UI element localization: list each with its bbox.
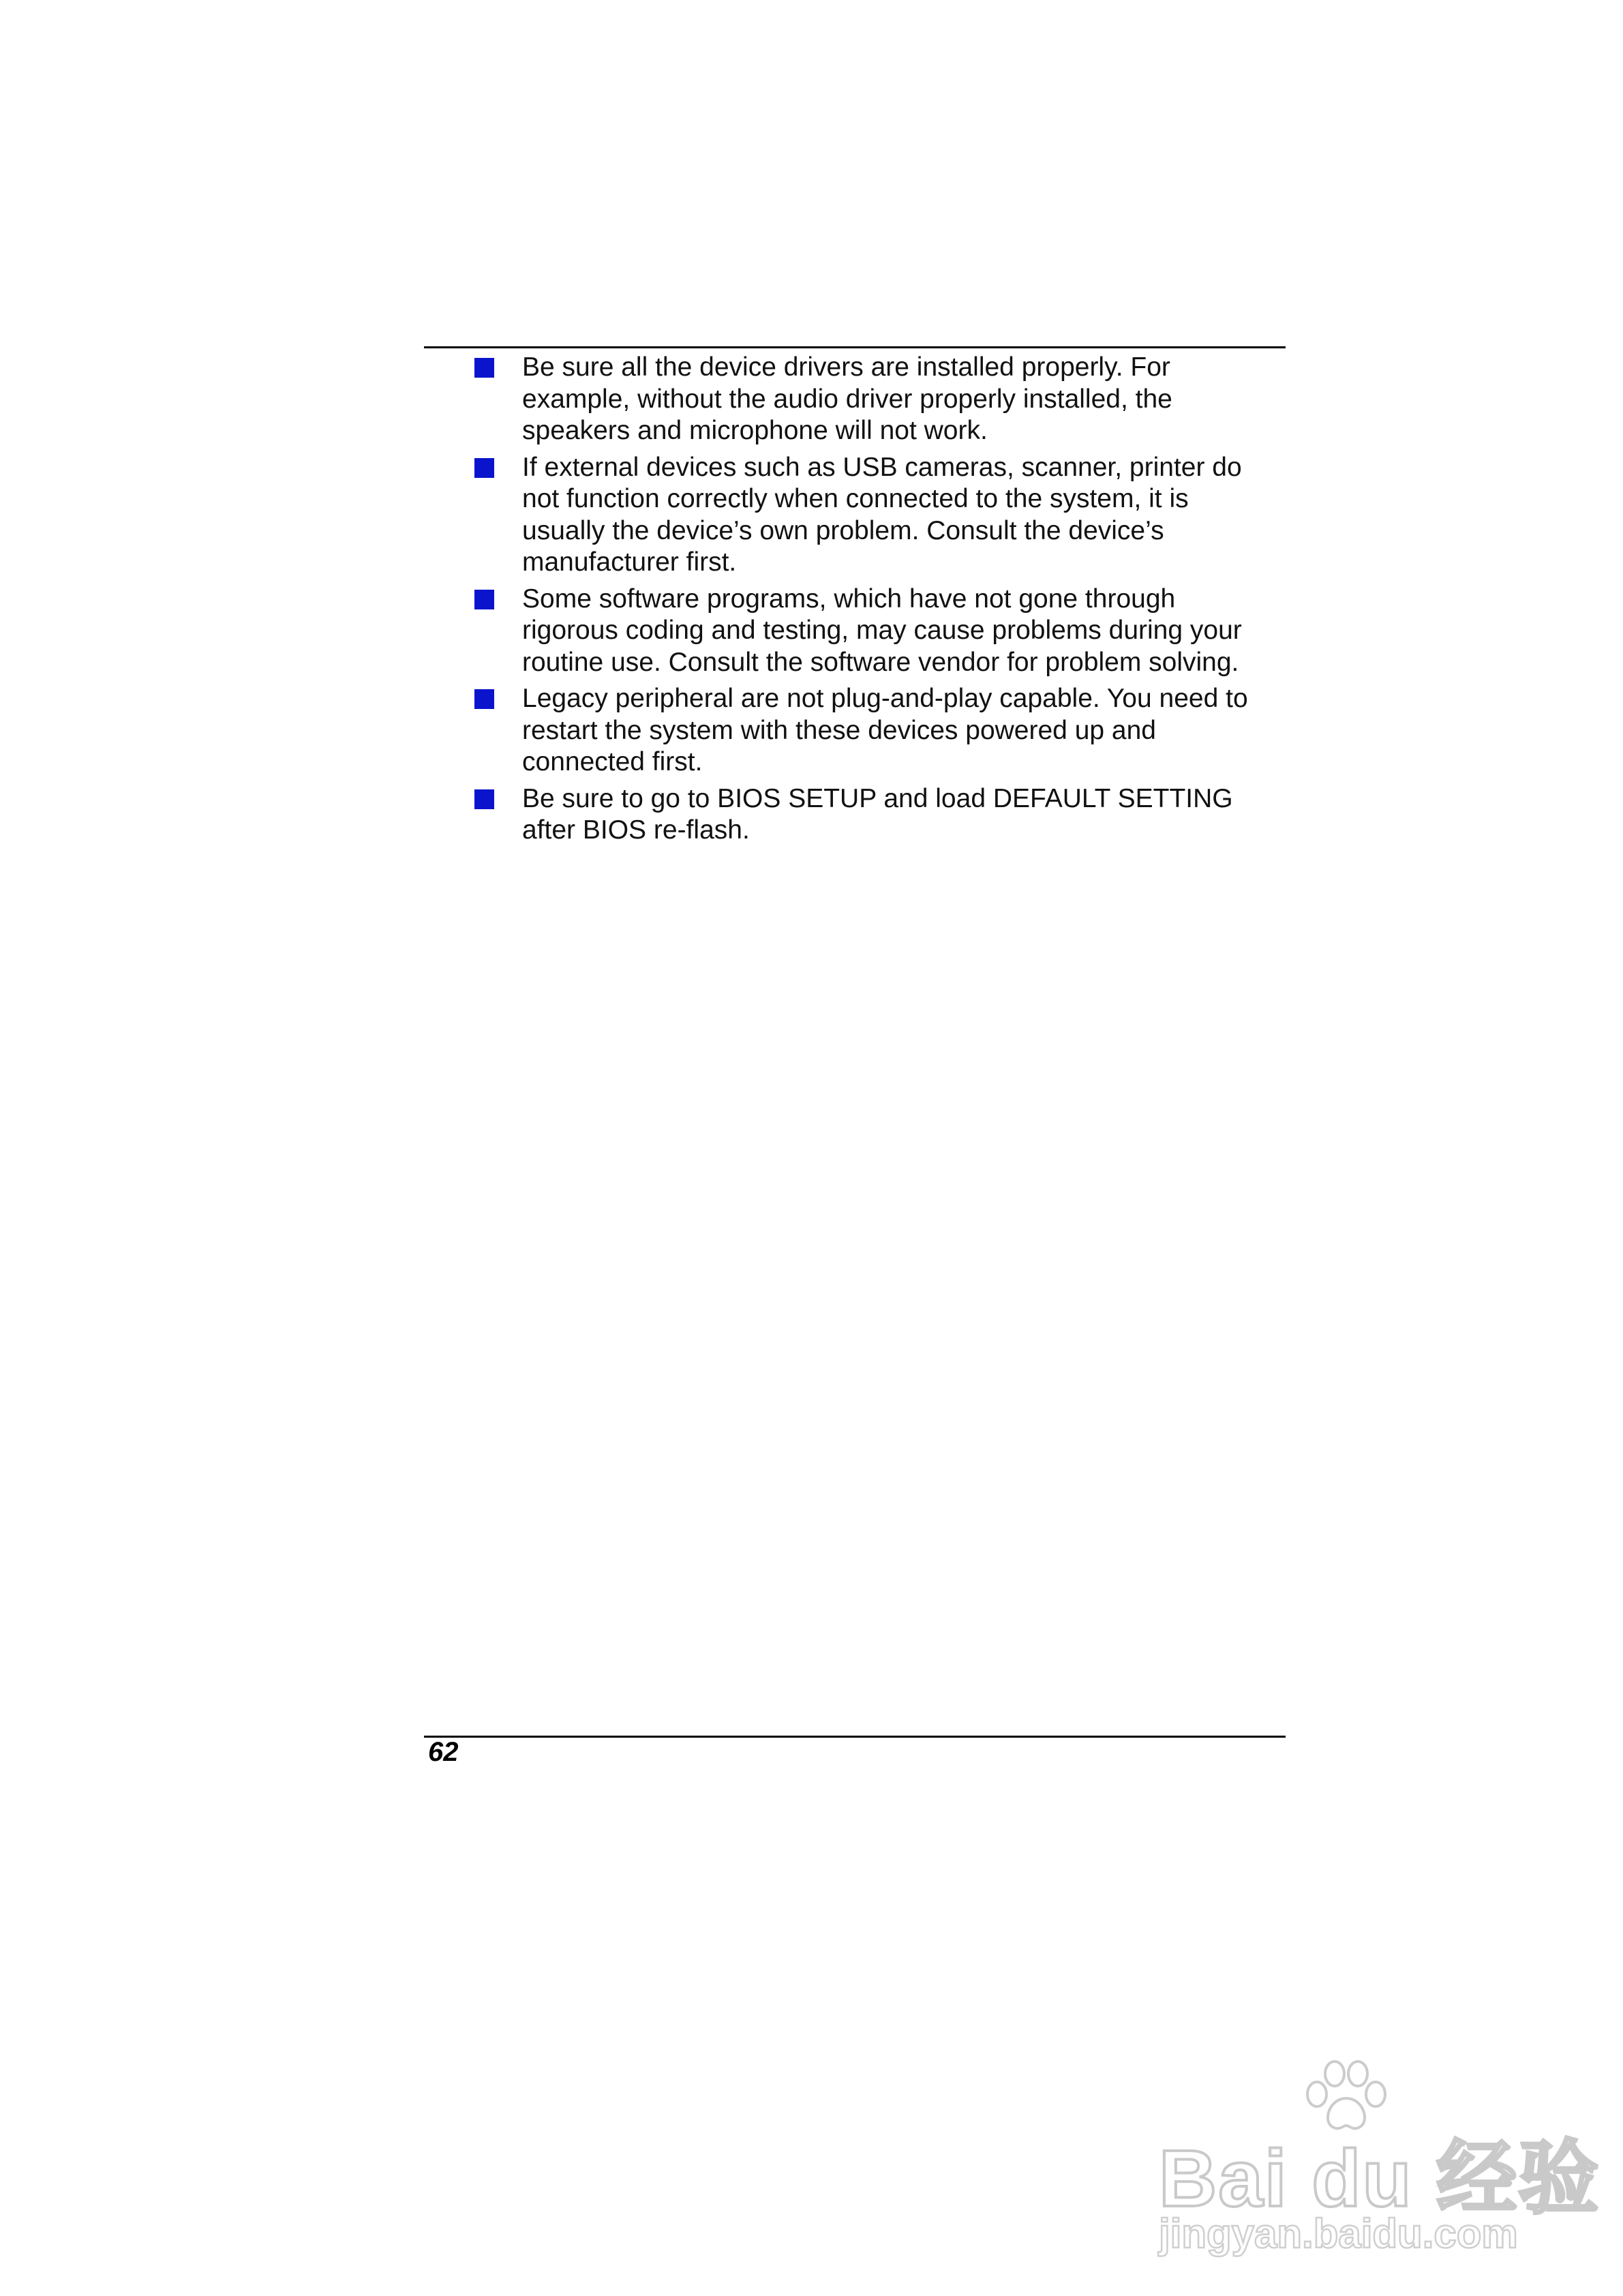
page-number: 62 — [428, 1737, 459, 1767]
list-item — [424, 783, 1286, 847]
footer-rule — [424, 1736, 1286, 1738]
list-item — [424, 584, 1286, 679]
text-line: If external devices such as USB cameras, scanner, printer do — [522, 452, 1242, 482]
list-item-text — [522, 783, 1286, 847]
text-line: manufacturer first. — [522, 547, 737, 577]
text-line: speakers and microphone will not work. — [522, 416, 988, 445]
list-item-text — [522, 584, 1286, 679]
square-bullet-icon — [474, 458, 494, 478]
watermark — [1159, 2059, 1601, 2263]
square-bullet-icon — [474, 789, 494, 809]
text-line: restart the system with these devices powered up and — [522, 715, 1156, 745]
text-line: example, without the audio driver properly installed, the — [522, 384, 1172, 414]
text-line: Be sure to go to BIOS SETUP and load DEFAULT SETTING — [522, 783, 1233, 813]
square-bullet-icon — [474, 590, 494, 609]
bullet-list — [424, 352, 1286, 851]
text-line: Legacy peripheral are not plug-and-play capable. You need to — [522, 684, 1248, 713]
square-bullet-icon — [474, 358, 494, 378]
text-line: not function correctly when connected to the system, it is — [522, 484, 1189, 513]
square-bullet-icon — [474, 689, 494, 709]
watermark-url: jingyan.baidu.com — [1159, 2211, 1518, 2256]
list-item — [424, 452, 1286, 579]
list-item-text — [522, 683, 1286, 779]
list-item-text — [522, 352, 1286, 447]
text-line: routine use. Consult the software vendor for problem solving. — [522, 647, 1239, 677]
text-line: Be sure all the device drivers are installed properly. For — [522, 352, 1170, 382]
text-line: after BIOS re-flash. — [522, 815, 750, 845]
text-line: usually the device’s own problem. Consult the device’s — [522, 515, 1164, 545]
text-line: rigorous coding and testing, may cause problems during your — [522, 616, 1242, 645]
list-item-text — [522, 452, 1286, 579]
text-line: Some software programs, which have not gone through — [522, 584, 1176, 614]
header-rule — [424, 346, 1286, 348]
text-line: connected first. — [522, 747, 703, 776]
list-item — [424, 683, 1286, 779]
watermark-logo: Bai du 经验 — [1159, 2134, 1601, 2224]
list-item — [424, 352, 1286, 447]
